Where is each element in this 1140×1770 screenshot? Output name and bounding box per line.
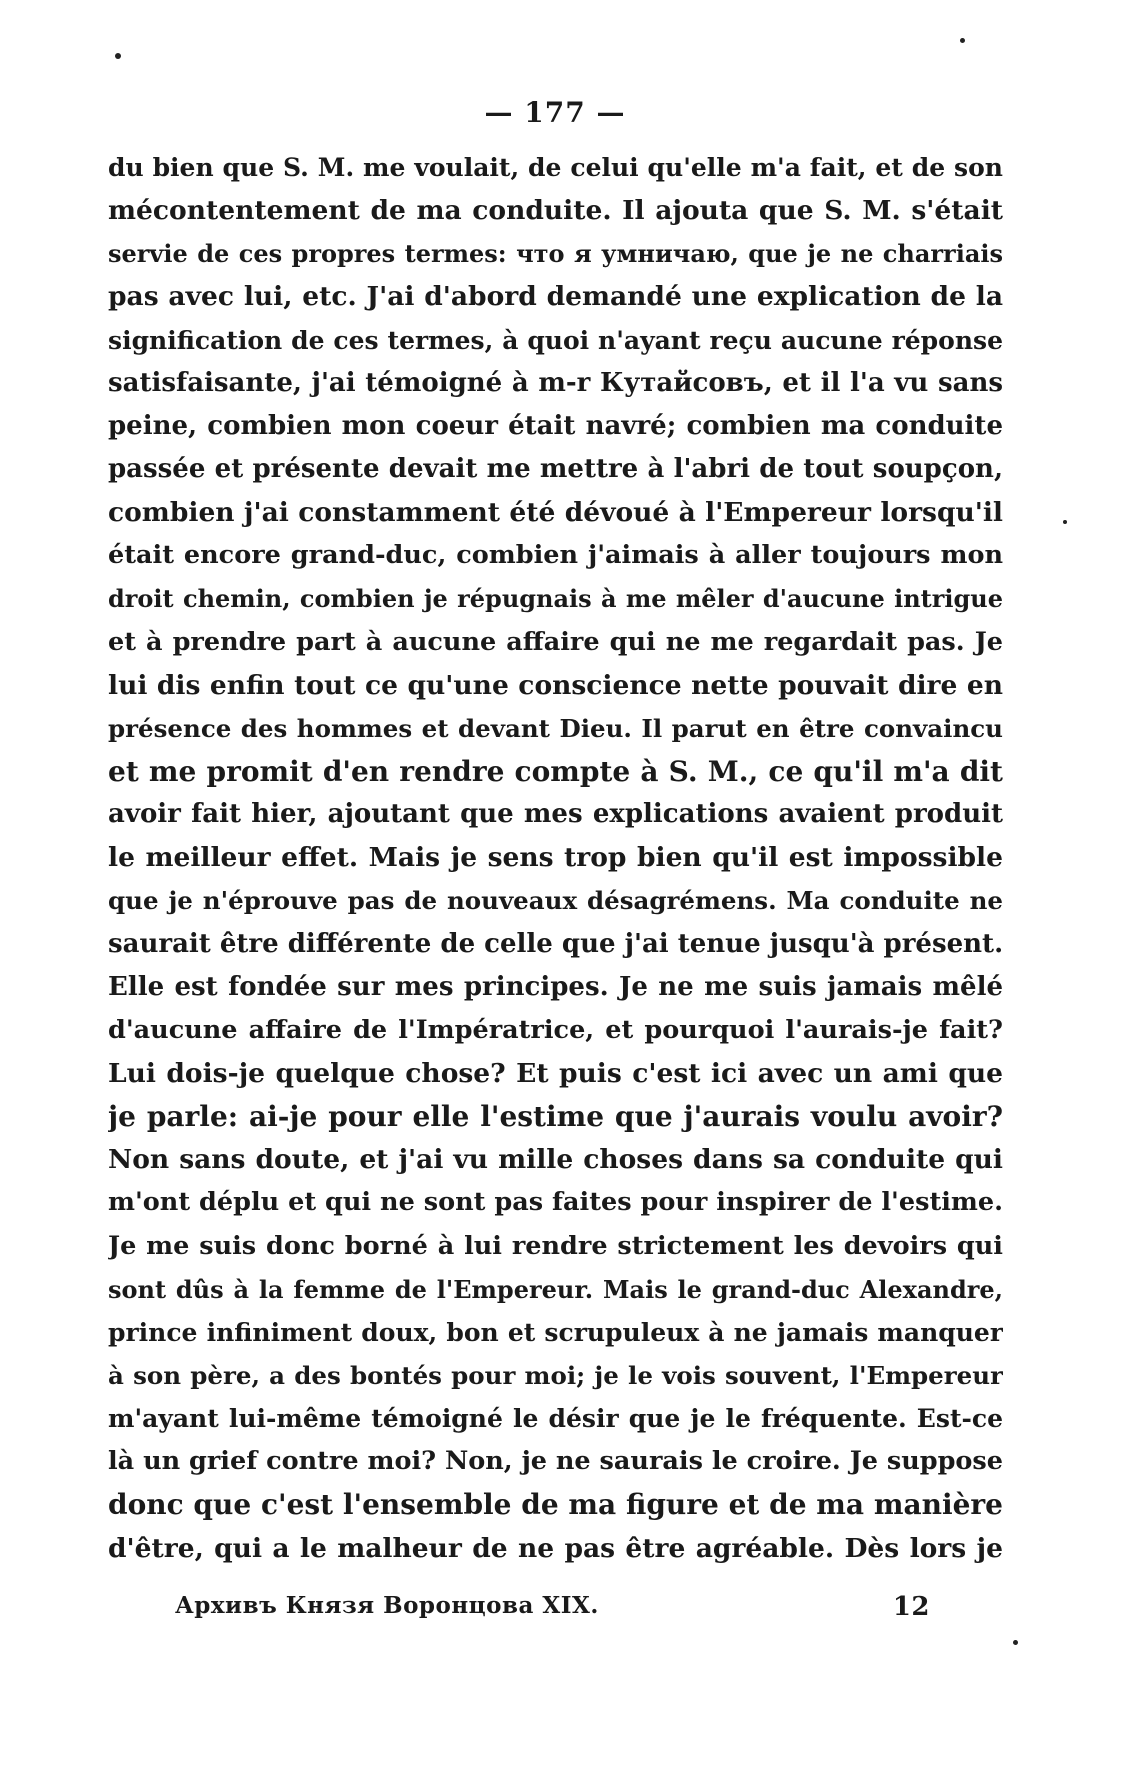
print-speck xyxy=(1013,1640,1018,1645)
text-line: d'être, qui a le malheur de ne pas être agréable. Dès lors je xyxy=(108,1532,1003,1564)
text-line: prince infiniment doux, bon et scrupuleux à ne jamais manquer xyxy=(108,1317,1003,1347)
text-line: saurait être différente de celle que j'ai tenue jusqu'à présent. xyxy=(108,928,1003,959)
text-line: avoir fait hier, ajoutant que mes explications avaient produit xyxy=(108,799,1003,830)
text-line: mécontentement de ma conduite. Il ajouta que S. M. s'était xyxy=(108,195,1003,227)
text-line: que je n'éprouve pas de nouveaux désagrémens. Ma conduite ne xyxy=(108,886,1003,916)
text-line: le meilleur effet. Mais je sens trop bien qu'il est impossible xyxy=(108,842,1003,874)
text-line: droit chemin, combien je répugnais à me mêler d'aucune intrigue xyxy=(108,584,1003,614)
body-text xyxy=(108,146,1003,1570)
text-line: et me promit d'en rendre compte à S. M., ce qu'il m'a dit xyxy=(108,754,1003,788)
print-speck xyxy=(960,38,965,43)
text-line: passée et présente devait me mettre à l'abri de tout soupçon, xyxy=(108,453,1003,484)
text-line: du bien que S. M. me voulait, de celui qu'elle m'a fait, et de son xyxy=(108,153,1003,182)
text-line: m'ont déplu et qui ne sont pas faites pour inspirer de l'estime. xyxy=(108,1187,1003,1218)
text-line: lui dis enfin tout ce qu'une conscience nette pouvait dire en xyxy=(108,669,1003,701)
text-line: combien j'ai constamment été dévoué à l'Empereur lorsqu'il xyxy=(108,497,1003,529)
text-line: pas avec lui, etc. J'ai d'abord demandé une explication de la xyxy=(108,281,1003,313)
print-speck xyxy=(1063,520,1067,524)
footer-sheet-number: 12 xyxy=(892,1592,930,1622)
page-number: — 177 — xyxy=(484,96,626,129)
text-line: satisfaisante, j'ai témoigné à m-r Кутайсовъ, et il l'a vu sans xyxy=(108,367,1003,398)
text-line: d'aucune affaire de l'Impératrice, et pourquoi l'aurais-je fait? xyxy=(108,1014,1003,1045)
text-line: sont dûs à la femme de l'Empereur. Mais le grand-duc Alexandre, xyxy=(108,1274,1003,1304)
text-line: et à prendre part à aucune affaire qui ne me regardait pas. Je xyxy=(108,626,1003,657)
text-line: peine, combien mon coeur était navré; combien ma conduite xyxy=(108,410,1003,441)
text-line: m'ayant lui-même témoigné le désir que je le fréquente. Est-ce xyxy=(108,1404,1003,1434)
text-line: était encore grand-duc, combien j'aimais à aller toujours mon xyxy=(108,540,1003,571)
text-line: à son père, a des bontés pour moi; je le vois souvent, l'Empereur xyxy=(108,1360,1003,1390)
text-line: Lui dois-je quelque chose? Et puis c'est ici avec un ami que xyxy=(108,1057,1003,1089)
text-line: Non sans doute, et j'ai vu mille choses dans sa conduite qui xyxy=(108,1144,1003,1176)
text-line: Je me suis donc borné à lui rendre strictement les devoirs qui xyxy=(108,1230,1003,1261)
text-line: présence des hommes et devant Dieu. Il parut en être convaincu xyxy=(108,713,1003,743)
text-line: je parle: ai-je pour elle l'estime que j'aurais voulu avoir? xyxy=(108,1100,1003,1134)
text-line: donc que c'est l'ensemble de ma figure et de ma manière xyxy=(108,1488,1003,1522)
footer-signature: Архивъ Князя Воронцова XIX. xyxy=(175,1592,599,1619)
text-line: là un grief contre moi? Non, je ne saurais le croire. Je suppose xyxy=(108,1446,1003,1477)
print-speck xyxy=(115,53,121,59)
text-line: signification de ces termes, à quoi n'ayant reçu aucune réponse xyxy=(108,325,1003,355)
page-footer xyxy=(175,1592,930,1626)
text-line: Elle est fondée sur mes principes. Je ne me suis jamais mêlé xyxy=(108,971,1003,1002)
text-line: servie de ces propres termes: что я умничаю, que je ne charriais xyxy=(108,239,1003,269)
